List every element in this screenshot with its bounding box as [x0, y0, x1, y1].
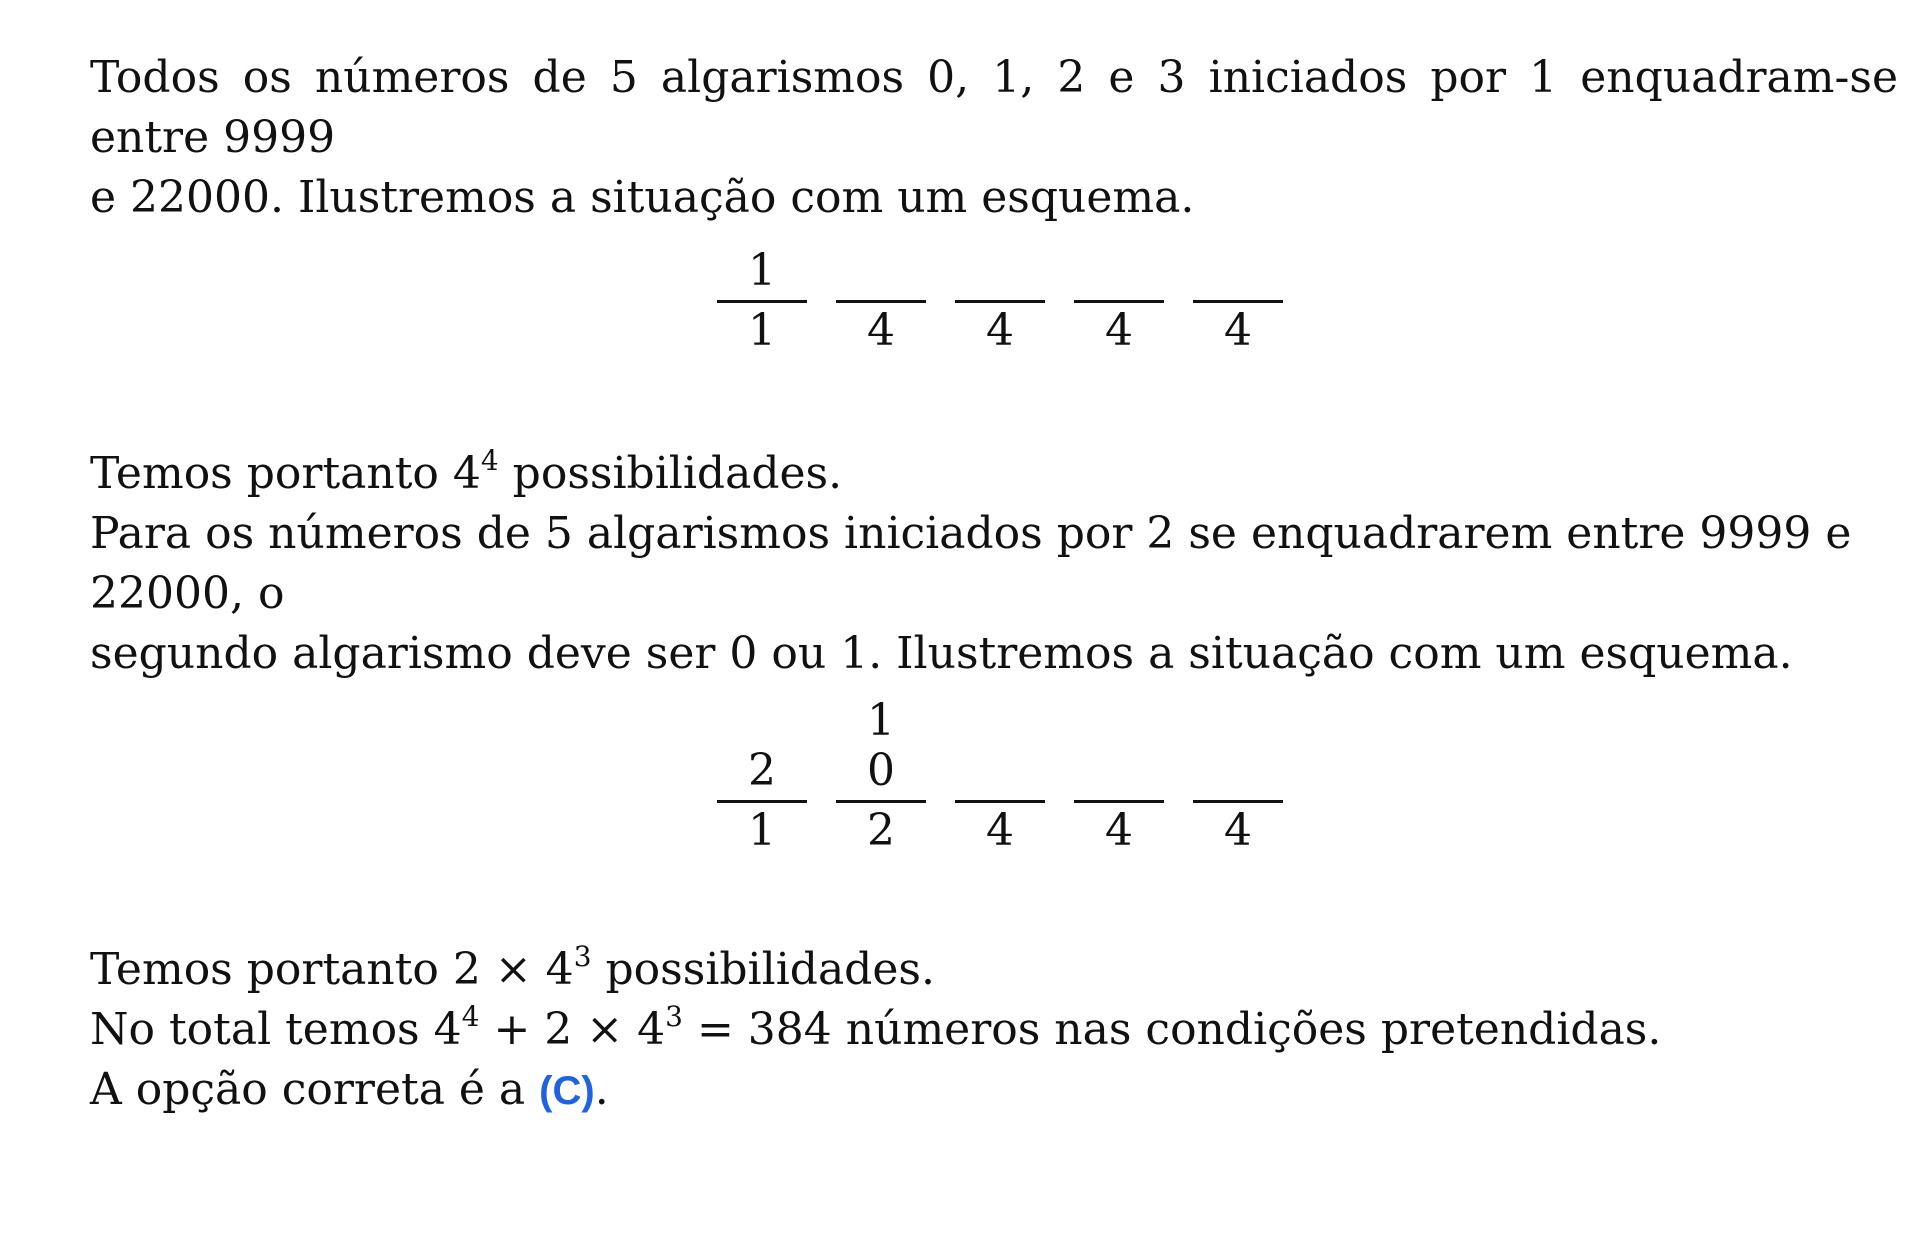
slot-line [1193, 300, 1283, 303]
possibilities-line-1: Temos portanto $4^4$ possibilidades. [90, 444, 843, 499]
paragraph-second-case-line-2: segundo algarismo deve ser 0 ou 1. Ilustremos a situação com um esquema. [90, 628, 1793, 679]
possibilities-line-2: Temos portanto $2 \times 4^3$ possibilidades. [90, 940, 935, 995]
slot-count: 4 [986, 805, 1014, 856]
answer-line: A opção correta é a (C). [90, 1064, 609, 1115]
slot-line [836, 300, 926, 303]
slot-line [717, 800, 807, 803]
slot-count: 4 [1105, 305, 1133, 356]
slot-count: 4 [1224, 805, 1252, 856]
scheme2-slot-1 [717, 700, 807, 880]
paragraph-intro [90, 48, 1898, 228]
slot-digit: 1 [748, 245, 776, 296]
scheme2-slot-2 [836, 695, 926, 880]
paragraph-intro-line-1: Todos os números de 5 algarismos 0, 1, 2 e 3 iniciados por 1 enquadram-se entre 9999 [90, 52, 1898, 163]
slot-count: 4 [1224, 305, 1252, 356]
slot-count: 4 [986, 305, 1014, 356]
slot-digit: 2 [748, 745, 776, 796]
scheme-starting-with-2 [0, 695, 1931, 880]
slot-line [1074, 300, 1164, 303]
scheme1-slot-3 [955, 230, 1045, 410]
slot-line [836, 800, 926, 803]
paragraph-second-case-line-1: Para os números de 5 algarismos iniciados por 2 se enquadrarem entre 9999 e 22000, o [90, 508, 1852, 619]
scheme-starting-with-1 [0, 230, 1931, 410]
scheme1-slot-5 [1193, 230, 1283, 410]
slot-line [1193, 800, 1283, 803]
slot-count: 1 [748, 305, 776, 356]
slot-count: 4 [1105, 805, 1133, 856]
total-line: No total temos $4^4 + 2 \times 4^3 = 384$ números nas condições pretendidas. [90, 1000, 1662, 1055]
paragraph-second-case [90, 444, 1898, 684]
slot-line [1074, 800, 1164, 803]
exponent: 3 [665, 1000, 683, 1033]
paragraph-conclusion [90, 940, 1898, 1121]
scheme1-slot-4 [1074, 230, 1164, 410]
slot-count: 1 [748, 805, 776, 856]
slot-line [955, 800, 1045, 803]
slot-count: 2 [867, 805, 895, 856]
slot-count: 4 [867, 305, 895, 356]
slot-digit: 0 [867, 745, 895, 796]
slot-digit: 1 [867, 695, 895, 746]
scheme1-slot-2 [836, 230, 926, 410]
scheme2-slot-4 [1074, 700, 1164, 880]
scheme2-slot-3 [955, 700, 1045, 880]
exponent: 4 [461, 1000, 480, 1033]
exponent: 3 [573, 940, 592, 973]
slot-line [955, 300, 1045, 303]
scheme1-slot-1 [717, 230, 807, 410]
slot-line [717, 300, 807, 303]
exponent: 4 [480, 444, 499, 477]
paragraph-intro-line-2: e 22000. Ilustremos a situação com um esquema. [90, 172, 1195, 223]
answer-option: (C) [539, 1069, 595, 1113]
scheme2-slot-5 [1193, 700, 1283, 880]
